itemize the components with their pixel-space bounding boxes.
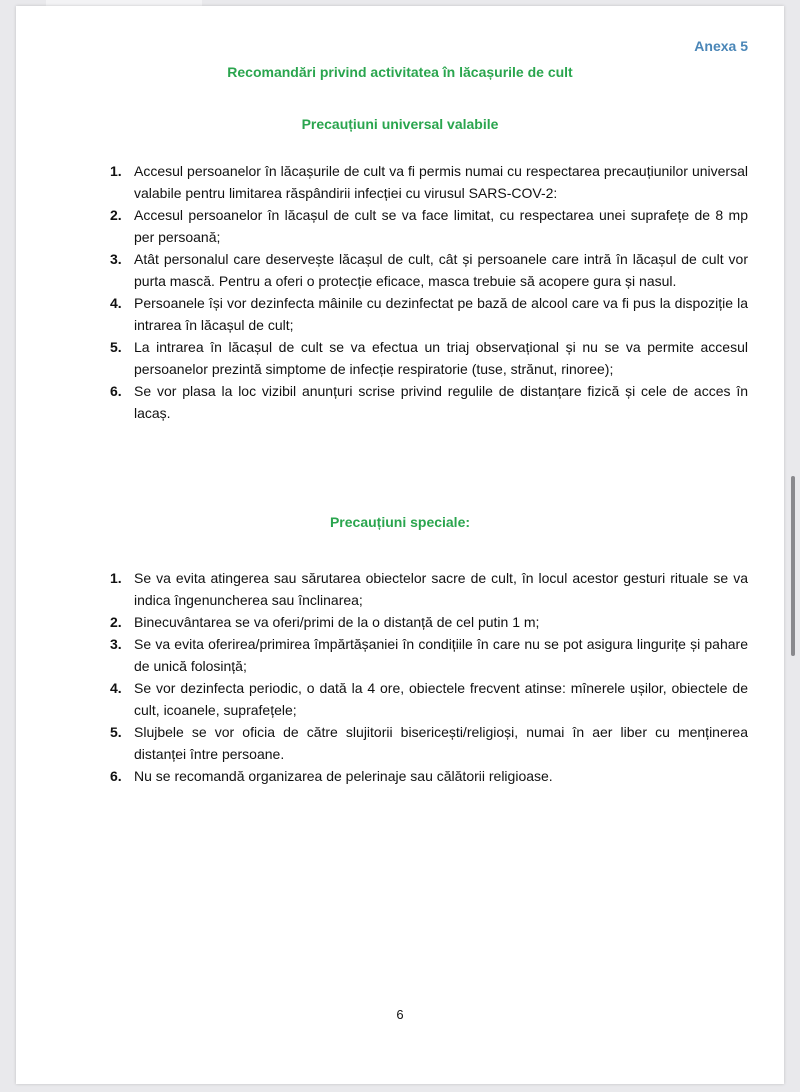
- list-item: [110, 160, 748, 204]
- list-item-text: La intrarea în lăcașul de cult se va efectua un triaj observațional și nu se va permite accesul persoanelor prezintă simptome de infecție respiratorie (tuse, strănut, rinoree);: [134, 339, 748, 377]
- list-item-number: 6.: [110, 768, 122, 784]
- list-item: [110, 204, 748, 248]
- list-item: [110, 336, 748, 380]
- list-item-number: 3.: [110, 636, 122, 652]
- list-item-number: 2.: [110, 614, 122, 630]
- vertical-scrollbar[interactable]: [791, 476, 795, 656]
- list-item-text: Slujbele se vor oficia de către slujitorii bisericești/religioși, numai în aer liber cu menținerea distanței între persoane.: [134, 724, 748, 762]
- section-heading-special: Precauțiuni speciale:: [329, 514, 471, 530]
- list-item: [110, 765, 748, 787]
- list-item-number: 5.: [110, 724, 122, 740]
- list-item-number: 2.: [110, 207, 122, 223]
- list-item-text: Persoanele își vor dezinfecta mâinile cu dezinfectat pe bază de alcool care va fi pus la dispoziție la intrarea în lăcașul de cult;: [134, 295, 748, 333]
- list-item-text: Binecuvântarea se va oferi/primi de la o distanță de cel putin 1 m;: [134, 614, 540, 630]
- list-item-text: Atât personalul care deservește lăcașul de cult, cât și persoanele care intră în lăcașul de cult vor purta mască. Pentru a oferi o protecție eficace, masca trebuie să acopere gura și nasul.: [134, 251, 748, 289]
- page-number: 6: [396, 1007, 404, 1022]
- document-title: Recomandări privind activitatea în lăcașurile de cult: [227, 64, 573, 80]
- list-item-text: Se va evita atingerea sau sărutarea obiectelor sacre de cult, în locul acestor gesturi rituale se va indica îngenuncherea sau înclinarea;: [134, 570, 748, 608]
- list-item-number: 6.: [110, 383, 122, 399]
- section-heading-universal: Precauțiuni universal valabile: [301, 116, 499, 132]
- list-item-text: Nu se recomandă organizarea de pelerinaje sau călătorii religioase.: [134, 768, 553, 784]
- list-item-text: Accesul persoanelor în lăcașurile de cult va fi permis numai cu respectarea precauțiunilor universal valabile pentru limitarea răspândirii infecției cu virusul SARS-COV-2:: [134, 163, 748, 201]
- list-item-text: Se vor dezinfecta periodic, o dată la 4 ore, obiectele frecvent atinse: mînerele ușilor, obiectele de cult, icoanele, suprafețele;: [134, 680, 748, 718]
- list-item-text: Se va evita oferirea/primirea împărtășaniei în condițiile în care nu se pot asigura lingurițe și pahare de unică folosință;: [134, 636, 748, 674]
- list-item: [110, 677, 748, 721]
- list-item: [110, 292, 748, 336]
- list-item-number: 4.: [110, 680, 122, 696]
- special-precautions-list: [110, 567, 748, 787]
- list-item-number: 3.: [110, 251, 122, 267]
- list-item-number: 5.: [110, 339, 122, 355]
- list-item: [110, 248, 748, 292]
- list-item: [110, 567, 748, 611]
- list-item: [110, 380, 748, 424]
- list-item: [110, 611, 748, 633]
- list-item-text: Se vor plasa la loc vizibil anunțuri scrise privind regulile de distanțare fizică și cele de acces în lacaș.: [134, 383, 748, 421]
- document-page: [16, 6, 784, 1084]
- universal-precautions-list: [110, 160, 748, 424]
- list-item-text: Accesul persoanelor în lăcașul de cult se va face limitat, cu respectarea unei suprafețe de 8 mp per persoană;: [134, 207, 748, 245]
- list-item: [110, 633, 748, 677]
- list-item: [110, 721, 748, 765]
- list-item-number: 1.: [110, 570, 122, 586]
- list-item-number: 4.: [110, 295, 122, 311]
- annex-label: Anexa 5: [694, 38, 748, 54]
- list-item-number: 1.: [110, 163, 122, 179]
